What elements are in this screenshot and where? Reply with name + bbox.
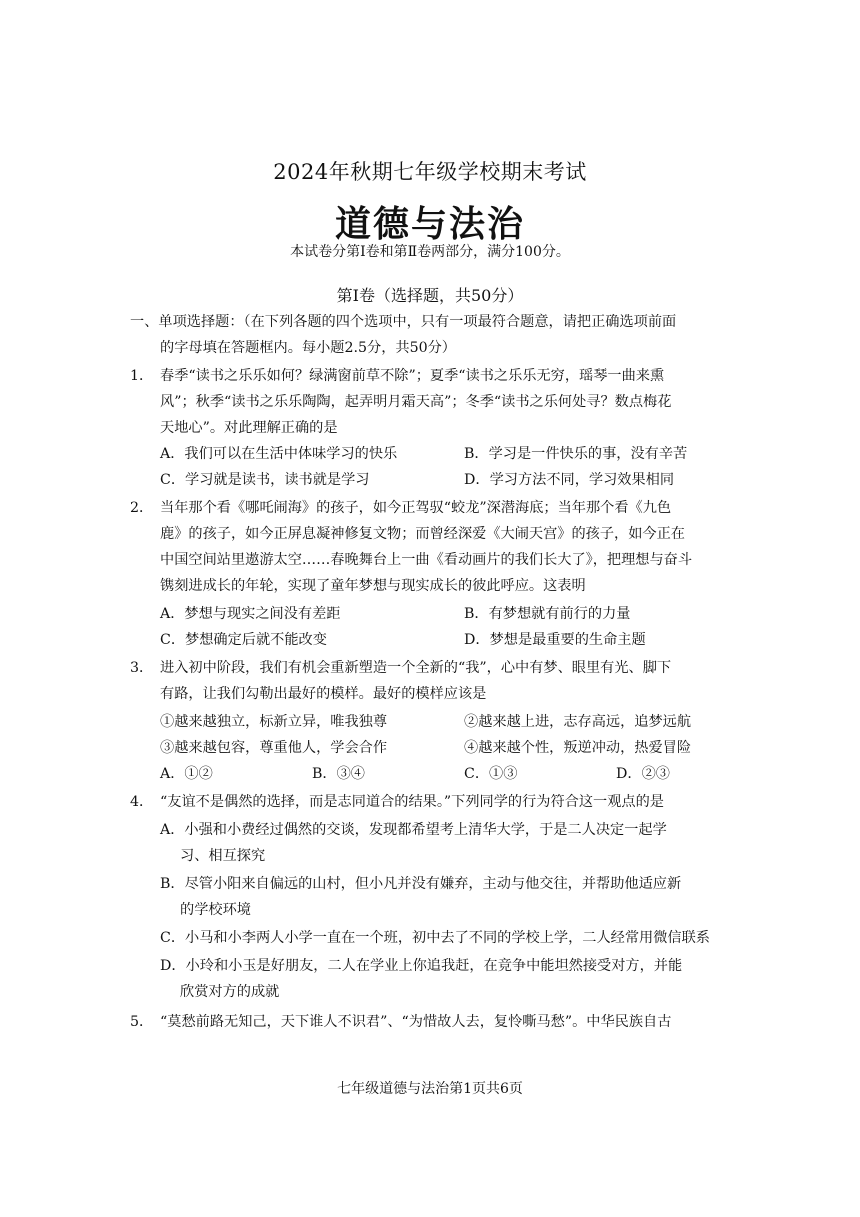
question-number: 5． <box>130 1014 154 1030</box>
statement-1: ①越来越独立，标新立异，唯我独尊 <box>160 714 388 730</box>
question-text: 风”；秋季“读书之乐乐陶陶，起弄明月霜天高”；冬季“读书之乐何处寻？数点梅花 <box>160 394 672 410</box>
option-b: B．尽管小阳来自偏远的山村，但小凡并没有嫌弃，主动与他交往，并帮助他适应新 <box>160 876 682 892</box>
question-text: “友谊不是偶然的选择，而是志同道合的结果。”下列同学的行为符合这一观点的是 <box>160 794 664 810</box>
question-text: 天地心”。对此理解正确的是 <box>160 420 338 436</box>
question-number: 3． <box>130 660 154 676</box>
option-d-continued: 欣赏对方的成就 <box>180 984 280 1000</box>
option-b: B．学习是一件快乐的事，没有辛苦 <box>464 446 688 462</box>
option-c: C．学习就是读书，读书就是学习 <box>160 472 370 488</box>
option-c: C．小马和小李两人小学一直在一个班，初中去了不同的学校上学，二人经常用微信联系 <box>160 930 710 946</box>
option-c: C．梦想确定后就不能改变 <box>160 632 327 648</box>
part-heading: 第Ⅰ卷（选择题，共50分） <box>336 286 524 305</box>
question-number: 4． <box>130 794 154 810</box>
option-b-continued: 的学校环境 <box>180 902 251 918</box>
option-a: A．小强和小费经过偶然的交谈，发现都希望考上清华大学，于是二人决定一起学 <box>160 822 667 838</box>
option-a: A．梦想与现实之间没有差距 <box>160 606 341 622</box>
option-c: C．①③ <box>464 766 518 782</box>
option-d: D．梦想是最重要的生命主题 <box>464 632 646 648</box>
question-text: 当年那个看《哪吒闹海》的孩子，如今正驾驭“蛟龙”深潜海底；当年那个看《九色 <box>160 500 672 516</box>
exam-title: 2024年秋期七年级学校期末考试 <box>273 160 587 184</box>
question-text: 春季“读书之乐乐如何？绿满窗前草不除”；夏季“读书之乐乐无穷，瑶琴一曲来熏 <box>160 368 665 384</box>
statement-4: ④越来越个性，叛逆冲动，热爱冒险 <box>464 740 692 756</box>
page-footer: 七年级道德与法治第1页共6页 <box>337 1081 523 1097</box>
statement-3: ③越来越包容，尊重他人，学会合作 <box>160 740 388 756</box>
question-text: “莫愁前路无知己，天下谁人不识君”、“为惜故人去，复怜嘶马愁”。中华民族自古 <box>160 1014 672 1030</box>
question-text: 有路，让我们勾勒出最好的模样。最好的模样应该是 <box>160 686 487 702</box>
option-b: B．有梦想就有前行的力量 <box>464 606 631 622</box>
section-instruction: 的字母填在答题框内。每小题2.5分，共50分） <box>160 340 456 356</box>
question-number: 2． <box>130 500 154 516</box>
section-instruction: 一、单项选择题：（在下列各题的四个选项中，只有一项最符合题意，请把正确选项前面 <box>130 314 677 330</box>
question-number: 1． <box>130 368 154 384</box>
option-b: B．③④ <box>312 766 365 782</box>
option-d: D．小玲和小玉是好朋友，二人在学业上你追我赶，在竞争中能坦然接受对方，并能 <box>160 958 683 974</box>
question-text: 镌刻进成长的年轮，实现了童年梦想与现实成长的彼此呼应。这表明 <box>160 578 586 594</box>
question-text: 鹿》的孩子，如今正屏息凝神修复文物；而曾经深爱《大闹天宫》的孩子，如今正在 <box>160 526 685 542</box>
option-d: D．②③ <box>616 766 670 782</box>
exam-note: 本试卷分第Ⅰ卷和第Ⅱ卷两部分，满分100分。 <box>290 244 570 260</box>
statement-2: ②越来越上进，志存高远，追梦远航 <box>464 714 692 730</box>
question-text: 进入初中阶段，我们有机会重新塑造一个全新的“我”，心中有梦、眼里有光、脚下 <box>160 660 672 676</box>
option-a: A．我们可以在生活中体味学习的快乐 <box>160 446 398 462</box>
option-a-continued: 习、相互探究 <box>180 848 266 864</box>
subject-title: 道德与法治 <box>334 203 525 245</box>
option-d: D．学习方法不同，学习效果相同 <box>464 472 675 488</box>
question-text: 中国空间站里遨游太空……春晚舞台上一曲《看动画片的我们长大了》，把理想与奋斗 <box>160 552 693 568</box>
option-a: A．①② <box>160 766 213 782</box>
